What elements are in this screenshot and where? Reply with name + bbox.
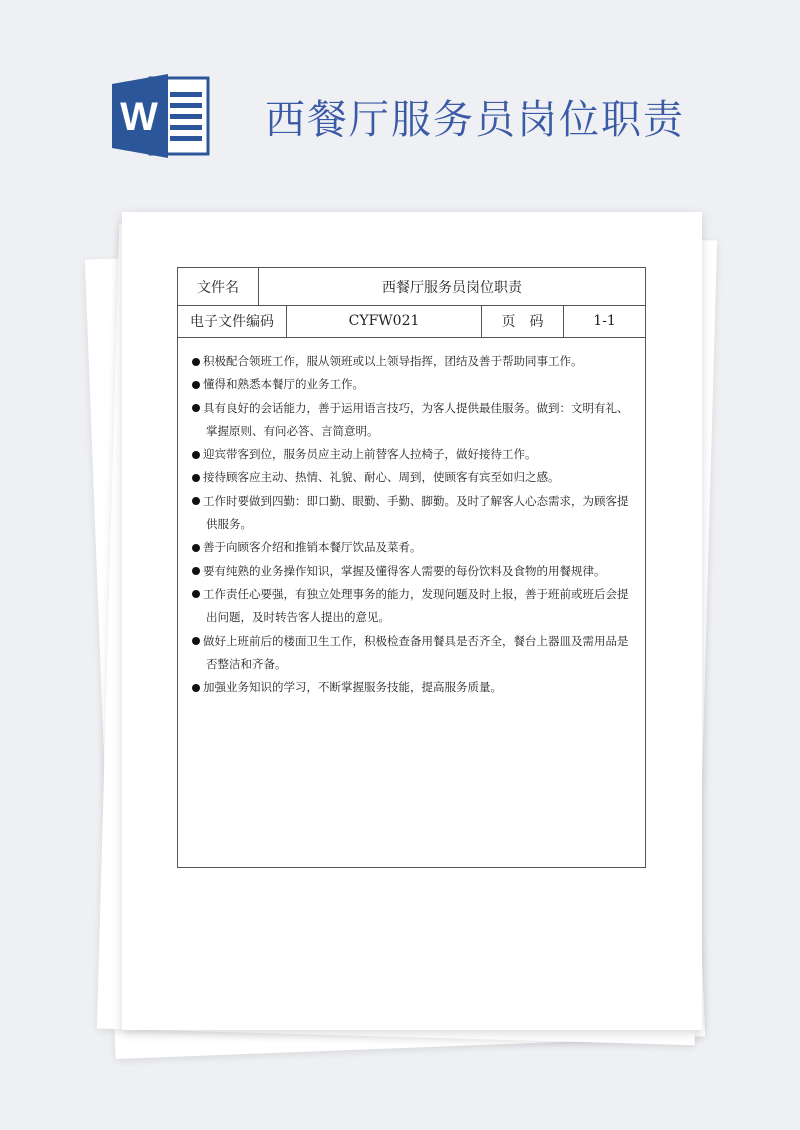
list-item-text: 做好上班前后的楼面卫生工作，积极检查备用餐具是否齐全，餐台上器皿及需用品是否整洁和齐备。 bbox=[203, 633, 629, 671]
list-item bbox=[192, 630, 637, 677]
bullet-icon bbox=[192, 567, 200, 575]
list-item-text: 工作责任心要强，有独立处理事务的能力，发现问题及时上报，善于班前或班后会提出问题，及时转告客人提出的意见。 bbox=[203, 586, 629, 625]
bullet-icon bbox=[192, 451, 200, 459]
file-name-value: 西餐厅服务员岗位职责 bbox=[382, 279, 522, 296]
page-number-label: 页 码 bbox=[501, 314, 544, 330]
list-item bbox=[192, 583, 637, 630]
list-item bbox=[192, 560, 637, 583]
list-item-text: 积极配合领班工作，服从领班或以上领导指挥，团结及善于帮助同事工作。 bbox=[203, 354, 583, 368]
document-table bbox=[177, 267, 646, 868]
word-document-icon bbox=[112, 72, 212, 160]
file-name-label: 文件名 bbox=[197, 279, 239, 296]
list-item bbox=[192, 350, 637, 373]
list-item-text: 迎宾带客到位，服务员应主动上前替客人拉椅子，做好接待工作。 bbox=[203, 447, 537, 462]
list-item-text: 要有纯熟的业务操作知识，掌握及懂得客人需要的每份饮料及食物的用餐规律。 bbox=[203, 563, 606, 578]
list-item-text: 善于向顾客介绍和推销本餐厅饮品及菜肴。 bbox=[203, 540, 422, 555]
bullet-icon bbox=[192, 497, 200, 505]
word-icon-letter: W bbox=[120, 95, 158, 139]
bullet-icon bbox=[192, 474, 200, 482]
bullet-icon bbox=[192, 590, 200, 598]
bullet-icon bbox=[192, 544, 200, 552]
duty-list bbox=[192, 350, 637, 699]
list-item-text: 加强业务知识的学习，不断掌握服务技能，提高服务质量。 bbox=[203, 680, 502, 695]
list-item-text: 接待顾客应主动、热情、礼貌、耐心、周到，使顾客有宾至如归之感。 bbox=[203, 470, 560, 485]
bullet-icon bbox=[192, 404, 200, 412]
page-number-value: 1-1 bbox=[593, 313, 616, 329]
page-title: 西餐厅服务员岗位职责 bbox=[265, 97, 685, 143]
header bbox=[0, 0, 800, 200]
bullet-icon bbox=[192, 358, 200, 366]
list-item bbox=[192, 536, 637, 559]
document-code-row bbox=[178, 305, 645, 338]
list-item bbox=[192, 397, 637, 444]
bullet-icon bbox=[192, 637, 200, 645]
list-item bbox=[192, 490, 637, 537]
list-item bbox=[192, 443, 637, 466]
list-item bbox=[192, 676, 637, 699]
list-item bbox=[192, 373, 637, 396]
list-item-text: 具有良好的会话能力，善于运用语言技巧，为客人提供最佳服务。做到：文明有礼、掌握原则、有问必答、言简意明。 bbox=[203, 400, 629, 438]
list-item-text: 工作时要做到四勤：即口勤、眼勤、手勤、脚勤。及时了解客人心态需求，为顾客提供服务。 bbox=[203, 493, 629, 532]
file-code-label: 电子文件编码 bbox=[190, 314, 274, 330]
bullet-icon bbox=[192, 381, 200, 389]
list-item-text: 懂得和熟悉本餐厅的业务工作。 bbox=[203, 377, 364, 392]
file-code-value: CYFW021 bbox=[348, 313, 420, 329]
list-item bbox=[192, 466, 637, 489]
document-title-row bbox=[178, 268, 645, 306]
bullet-icon bbox=[192, 684, 200, 692]
